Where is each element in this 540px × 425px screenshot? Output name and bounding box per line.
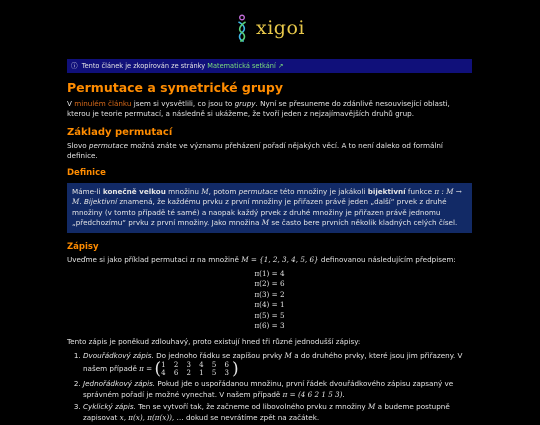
heading-notation: Zápisy [67, 241, 99, 252]
site-logo[interactable] [233, 12, 323, 46]
after-equations-paragraph: Tento zápis je poněkud zdlouhavý, proto existují hned tři různé jednodušší zápisy: [67, 336, 361, 346]
permutation-equations [67, 269, 472, 332]
equation: π(6) = 3 [254, 321, 285, 331]
list-item: 1. Dvouřádkový zápis. Do jednoho řádku se zapíšou prvky M a do druhého prvky, které jsou jim přiřazeny. V našem případě π = ( 1 2 3 4 5 6 4 6 2 1 5 3 ) [83, 351, 472, 377]
previous-article-link[interactable]: minulém článku [74, 99, 132, 108]
external-link-icon: ↗ [277, 62, 284, 70]
info-icon: ⓘ [71, 62, 78, 70]
intro-paragraph: V minulém článku jsem si vysvětlili, co jsou to grupy. Nyní se přesuneme do zdánlivě nesouvisející oblasti, kterou je teorie permutací, a následně si ukážeme, že tvoří jeden z nejzajímavějších druhů grup. [67, 99, 450, 119]
basics-paragraph: Slovo permutace možná znáte ve významu přeházení pořadí nějakých věcí. A to není daleko od formální definice. [67, 140, 443, 161]
equation: π(1) = 4 [254, 268, 285, 278]
heading-definition: Definice [67, 167, 106, 178]
site-name: xigoi [256, 17, 305, 40]
notation-paragraph: Uveďme si jako příklad permutaci π na množině M = {1, 2, 3, 4, 5, 6} definovanou následujícím předpisem: [67, 254, 456, 264]
copy-notice [67, 59, 472, 73]
definition-box: Máme-li konečně velkou množinu M, potom permutace této množiny je jakákoli bijektivní funkce π : M → M. Bijektivní znamená, že každému prvku z první množiny je přiřazen právě jeden „další“ prvek z druhé množiny (v tomto případě té samé) a naopak každý prvek z druhé množiny je přiřazen právě jednomu „předchozímu“ prvku z první množiny. Jako množina M se často bere prvních několik kladných celých čísel. [67, 183, 472, 233]
equation: π(2) = 6 [254, 279, 285, 289]
notation-list [67, 351, 472, 423]
list-item: 3. Cyklický zápis. Ten se vytvoří tak, že začneme od libovolného prvku z množiny M a budeme postupně zapisovat x, π(x), π(π(x)), … dokud se nevrátíme zpět na začátek. [83, 402, 472, 423]
equation: π(5) = 5 [254, 310, 285, 320]
notice-text: Tento článek je zkopírován ze stránky [81, 62, 208, 70]
two-row-matrix: ( 1 2 3 4 5 6 4 6 2 1 5 3 ) [154, 359, 239, 380]
xigoi-logo-icon [233, 14, 251, 44]
heading-basics: Základy permutací [67, 126, 173, 138]
list-item: 2. Jednořádkový zápis. Pokud jde o uspořádanou množinu, první řádek dvouřádkového zápisu zapsaný ve správném pořadí je možné vynechat. V našem případě π = (4 6 2 1 5 3). [83, 379, 472, 400]
page-title: Permutace a symetrické grupy [67, 80, 284, 95]
article [67, 80, 472, 425]
equation: π(3) = 2 [254, 289, 285, 299]
notice-link[interactable]: Matematická setkání ↗ [207, 62, 284, 70]
equation: π(4) = 1 [254, 300, 285, 310]
